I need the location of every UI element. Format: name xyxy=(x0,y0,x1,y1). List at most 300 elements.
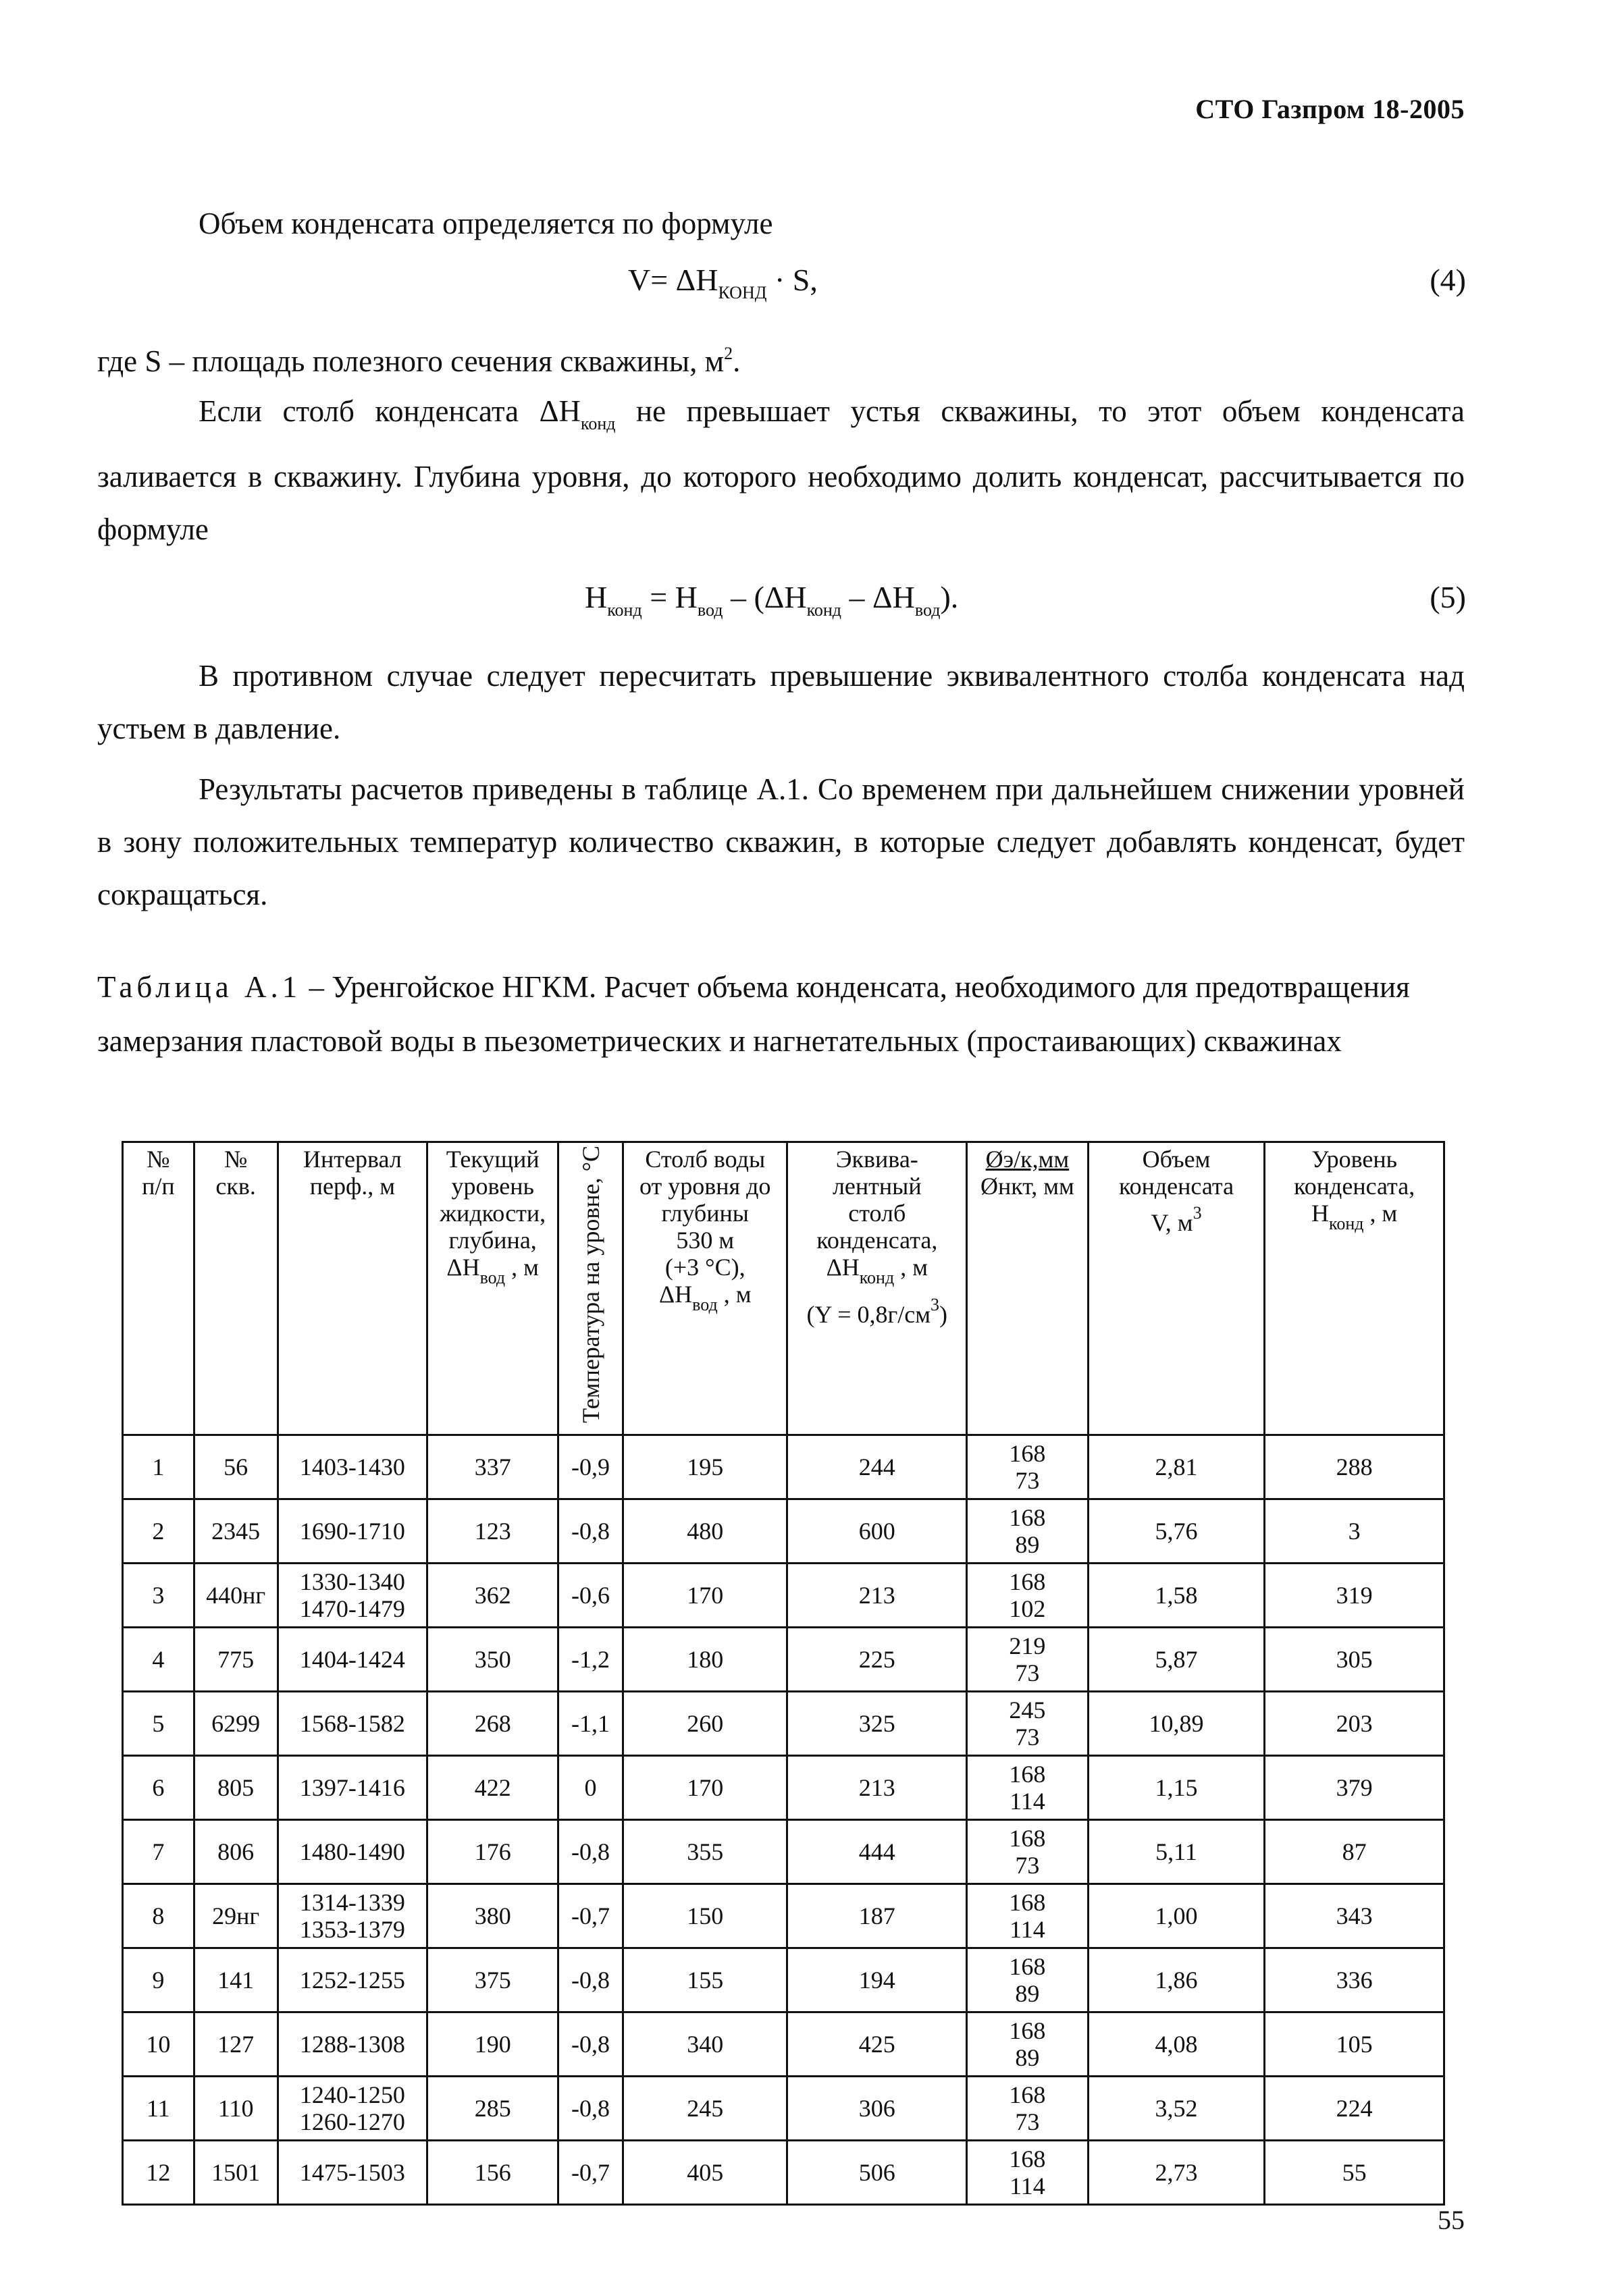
row-number-text: 10 xyxy=(146,2030,171,2058)
diameter-tubing: 73 xyxy=(1015,1466,1040,1494)
cell-row-number xyxy=(123,2012,194,2076)
cell-perforation-interval xyxy=(278,2012,427,2076)
h-c4e-line xyxy=(431,1254,554,1291)
cell-equivalent-column xyxy=(787,2012,967,2076)
cell-water-column xyxy=(623,1499,787,1563)
h-c2a: № xyxy=(224,1146,248,1173)
table-row xyxy=(123,1691,1444,1755)
cell-current-level xyxy=(427,1755,558,1819)
well-number-text: 127 xyxy=(217,2030,255,2058)
temperature-text: -0,6 xyxy=(571,1581,610,1609)
equivalent-column-text: 225 xyxy=(858,1645,895,1673)
well-number-text: 110 xyxy=(217,2094,254,2122)
cell-condensate-level xyxy=(1265,2140,1444,2204)
h-c7e-sub: конд xyxy=(859,1268,895,1287)
interval-line-1: 1397-1416 xyxy=(299,1773,405,1801)
cell-equivalent-column xyxy=(787,1499,967,1563)
cell-equivalent-column xyxy=(787,1691,967,1755)
cell-current-level xyxy=(427,1884,558,1948)
condensate-volume-text: 4,08 xyxy=(1155,2030,1198,2058)
cell-well-number xyxy=(194,2012,278,2076)
equivalent-column-text: 244 xyxy=(858,1453,895,1480)
cell-well-number xyxy=(194,1948,278,2012)
cell-row-number xyxy=(123,1627,194,1691)
condensate-volume-text: 1,00 xyxy=(1155,1902,1198,1929)
condensate-level-text: 3 xyxy=(1348,1517,1361,1545)
h-c7f-tail: ) xyxy=(939,1301,948,1328)
cell-perforation-interval xyxy=(278,1691,427,1755)
header-current-level xyxy=(427,1142,558,1435)
equation-number-4: (4) xyxy=(1430,263,1466,297)
cell-water-column xyxy=(623,1435,787,1499)
equivalent-column-text: 425 xyxy=(858,2030,895,2058)
h-c7e-line xyxy=(791,1254,963,1291)
cell-water-column xyxy=(623,2012,787,2076)
cell-row-number xyxy=(123,2140,194,2204)
cell-condensate-level xyxy=(1265,1627,1444,1691)
water-column-text: 170 xyxy=(687,1581,724,1609)
equation-number-5: (5) xyxy=(1430,580,1466,614)
diameter-casing: 168 xyxy=(1009,1824,1046,1852)
condensate-level-text: 379 xyxy=(1336,1773,1373,1801)
diameter-tubing: 73 xyxy=(1015,1723,1040,1751)
page-number: 55 xyxy=(1438,2205,1465,2235)
cell-equivalent-column xyxy=(787,2076,967,2140)
well-number-text: 805 xyxy=(217,1773,255,1801)
h-c7a: Эквива- xyxy=(835,1146,918,1173)
h-c1b: п/п xyxy=(142,1173,175,1200)
interval-line-1: 1314-1339 xyxy=(299,1888,405,1916)
h-c7d: конденсата, xyxy=(816,1227,938,1254)
current-level-text: 268 xyxy=(474,1709,511,1737)
equivalent-column-text: 194 xyxy=(858,1966,895,1994)
header-row-number xyxy=(123,1142,194,1435)
cell-diameters xyxy=(967,1884,1089,1948)
h-c7e: ΔH xyxy=(826,1254,860,1281)
p3-a: Если столб конденсата ΔH xyxy=(199,394,581,428)
p2-sup: 2 xyxy=(724,344,733,363)
cell-temperature xyxy=(558,1755,623,1819)
h-c4e: ΔH xyxy=(446,1254,480,1281)
paragraph-3 xyxy=(97,385,1465,556)
cell-diameters xyxy=(967,1627,1089,1691)
cell-diameters xyxy=(967,1948,1089,2012)
table-row xyxy=(123,2076,1444,2140)
h-c1a: № xyxy=(147,1146,170,1173)
diameter-tubing: 73 xyxy=(1015,1659,1040,1686)
diameter-casing: 219 xyxy=(1009,1632,1046,1659)
water-column-text: 480 xyxy=(687,1517,724,1545)
cell-temperature xyxy=(558,1435,623,1499)
cell-current-level xyxy=(427,1819,558,1884)
cell-row-number xyxy=(123,2076,194,2140)
condensate-volume-text: 2,81 xyxy=(1155,1453,1198,1480)
cell-condensate-level xyxy=(1265,1755,1444,1819)
diameter-casing: 168 xyxy=(1009,2017,1046,2044)
cell-equivalent-column xyxy=(787,1819,967,1884)
cell-condensate-level xyxy=(1265,1435,1444,1499)
temperature-text: -1,1 xyxy=(571,1709,610,1737)
equivalent-column-text: 325 xyxy=(858,1709,895,1737)
cell-current-level xyxy=(427,2076,558,2140)
cell-temperature xyxy=(558,2076,623,2140)
table-caption-label: Таблица А.1 xyxy=(97,970,302,1004)
p2-end: . xyxy=(733,344,741,378)
row-number-text: 12 xyxy=(146,2158,171,2186)
cell-diameters xyxy=(967,2012,1089,2076)
h-c7c: столб xyxy=(848,1200,906,1227)
cell-row-number xyxy=(123,1884,194,1948)
cell-temperature xyxy=(558,1627,623,1691)
cell-current-level xyxy=(427,1435,558,1499)
current-level-text: 176 xyxy=(474,1838,511,1865)
h-c9c-line xyxy=(1092,1200,1261,1236)
cell-equivalent-column xyxy=(787,1627,967,1691)
current-level-text: 285 xyxy=(474,2094,511,2122)
cell-perforation-interval xyxy=(278,2140,427,2204)
h-c10c-sub: конд xyxy=(1329,1214,1364,1233)
equivalent-column-text: 187 xyxy=(858,1902,895,1929)
well-number-text: 775 xyxy=(217,1645,255,1673)
temperature-text: -0,7 xyxy=(571,2158,610,2186)
well-number-text: 56 xyxy=(224,1453,248,1480)
interval-line-1: 1404-1424 xyxy=(299,1645,405,1673)
interval-line-1: 1330-1340 xyxy=(299,1568,405,1595)
h-c3a: Интервал xyxy=(303,1146,402,1173)
cell-current-level xyxy=(427,1499,558,1563)
condensate-volume-text: 1,86 xyxy=(1155,1966,1198,1994)
cell-well-number xyxy=(194,1563,278,1627)
table-caption xyxy=(97,960,1475,1068)
equivalent-column-text: 506 xyxy=(858,2158,895,2186)
water-column-text: 180 xyxy=(687,1645,724,1673)
condensate-level-text: 55 xyxy=(1342,2158,1367,2186)
condensate-level-text: 305 xyxy=(1336,1645,1373,1673)
cell-row-number xyxy=(123,1948,194,2012)
current-level-text: 362 xyxy=(474,1581,511,1609)
cell-diameters xyxy=(967,2076,1089,2140)
table-row xyxy=(123,1884,1444,1948)
interval-line-1: 1240-1250 xyxy=(299,2081,405,2108)
cell-well-number xyxy=(194,2076,278,2140)
row-number-text: 2 xyxy=(152,1517,165,1545)
cell-water-column xyxy=(623,1755,787,1819)
current-level-text: 123 xyxy=(474,1517,511,1545)
temperature-text: -0,8 xyxy=(571,2094,610,2122)
water-column-text: 245 xyxy=(687,2094,724,2122)
h-c4a: Текущий xyxy=(446,1146,540,1173)
h-c6f: ΔH xyxy=(658,1281,693,1308)
diameter-casing: 168 xyxy=(1009,1952,1046,1980)
cell-current-level xyxy=(427,1627,558,1691)
condensate-volume-text: 5,11 xyxy=(1155,1838,1197,1865)
cell-well-number xyxy=(194,1691,278,1755)
equivalent-column-text: 444 xyxy=(858,1838,895,1865)
h-c3b: перф., м xyxy=(309,1173,396,1200)
cell-well-number xyxy=(194,1755,278,1819)
cell-current-level xyxy=(427,2012,558,2076)
current-level-text: 375 xyxy=(474,1966,511,1994)
cell-condensate-volume xyxy=(1088,1627,1265,1691)
temperature-text: 0 xyxy=(584,1773,597,1801)
cell-equivalent-column xyxy=(787,1755,967,1819)
header-condensate-volume xyxy=(1088,1142,1265,1435)
row-number-text: 7 xyxy=(152,1838,165,1865)
cell-condensate-level xyxy=(1265,1563,1444,1627)
cell-temperature xyxy=(558,1884,623,1948)
paragraph-1: Объем конденсата определяется по формуле xyxy=(199,207,773,240)
header-perforation-interval xyxy=(278,1142,427,1435)
header-condensate-level xyxy=(1265,1142,1444,1435)
diameter-tubing: 114 xyxy=(1010,1787,1045,1815)
condensate-level-text: 87 xyxy=(1342,1838,1367,1865)
diameter-tubing: 73 xyxy=(1015,2108,1040,2135)
f5-sub-kond: конд xyxy=(607,600,642,620)
cell-perforation-interval xyxy=(278,1499,427,1563)
cell-perforation-interval xyxy=(278,1884,427,1948)
condensate-level-text: 343 xyxy=(1336,1902,1373,1929)
cell-row-number xyxy=(123,1499,194,1563)
diameter-casing: 168 xyxy=(1009,1568,1046,1595)
h-c7f-sup: 3 xyxy=(931,1295,940,1314)
water-column-text: 355 xyxy=(687,1838,724,1865)
condensate-level-text: 203 xyxy=(1336,1709,1373,1737)
cell-condensate-level xyxy=(1265,1691,1444,1755)
cell-condensate-volume xyxy=(1088,1755,1265,1819)
table-row xyxy=(123,1435,1444,1499)
cell-water-column xyxy=(623,1819,787,1884)
current-level-text: 422 xyxy=(474,1773,511,1801)
well-number-text: 141 xyxy=(217,1966,255,1994)
f5-sub-vod: вод xyxy=(697,600,723,620)
condensate-volume-text: 1,15 xyxy=(1155,1773,1198,1801)
diameter-casing: 168 xyxy=(1009,1888,1046,1916)
current-level-text: 190 xyxy=(474,2030,511,2058)
data-table xyxy=(122,1141,1445,2206)
diameter-casing: 168 xyxy=(1009,2081,1046,2108)
h-c10c-tail: , м xyxy=(1363,1200,1398,1227)
cell-water-column xyxy=(623,2076,787,2140)
cell-condensate-level xyxy=(1265,2076,1444,2140)
cell-water-column xyxy=(623,1691,787,1755)
p3-sub: конд xyxy=(581,414,616,433)
cell-temperature xyxy=(558,1499,623,1563)
cell-temperature xyxy=(558,1563,623,1627)
h-c9c: V, м xyxy=(1151,1209,1193,1236)
f5-sub-vod-2: вод xyxy=(914,600,941,620)
cell-water-column xyxy=(623,1884,787,1948)
row-number-text: 9 xyxy=(152,1966,165,1994)
cell-perforation-interval xyxy=(278,2076,427,2140)
well-number-text: 6299 xyxy=(211,1709,261,1737)
interval-line-2: 1353-1379 xyxy=(299,1915,405,1943)
well-number-text: 806 xyxy=(217,1838,255,1865)
h-c7f: (Y = 0,8г/см xyxy=(806,1301,931,1328)
cell-condensate-level xyxy=(1265,1948,1444,2012)
h-c6f-sub: вод xyxy=(692,1295,718,1314)
current-level-text: 350 xyxy=(474,1645,511,1673)
well-number-text: 29нг xyxy=(212,1902,260,1929)
current-level-text: 380 xyxy=(474,1902,511,1929)
cell-well-number xyxy=(194,1819,278,1884)
row-number-text: 6 xyxy=(152,1773,165,1801)
well-number-text: 440нг xyxy=(206,1581,266,1609)
cell-condensate-volume xyxy=(1088,2012,1265,2076)
cell-perforation-interval xyxy=(278,1948,427,2012)
row-number-text: 3 xyxy=(152,1581,165,1609)
h-c6e: (+3 °С), xyxy=(664,1254,745,1281)
h-c10c-line xyxy=(1268,1200,1440,1237)
cell-condensate-level xyxy=(1265,1884,1444,1948)
h-c2b: скв. xyxy=(215,1173,256,1200)
interval-line-1: 1480-1490 xyxy=(299,1838,405,1865)
f5-mid: – (ΔH xyxy=(723,580,807,614)
row-number-text: 8 xyxy=(152,1902,165,1929)
cell-row-number xyxy=(123,1691,194,1755)
water-column-text: 155 xyxy=(687,1966,724,1994)
cell-diameters xyxy=(967,2140,1089,2204)
cell-well-number xyxy=(194,1435,278,1499)
h-c6c: глубины xyxy=(661,1200,749,1227)
cell-water-column xyxy=(623,1563,787,1627)
cell-condensate-volume xyxy=(1088,1563,1265,1627)
f5-sub-kond-2: конд xyxy=(806,600,842,620)
cell-equivalent-column xyxy=(787,1948,967,2012)
water-column-text: 170 xyxy=(687,1773,724,1801)
condensate-volume-text: 5,76 xyxy=(1155,1517,1198,1545)
f5-h: H xyxy=(585,580,608,614)
table-body xyxy=(123,1435,1444,2204)
diameter-tubing: 89 xyxy=(1015,1530,1040,1558)
cell-condensate-volume xyxy=(1088,1691,1265,1755)
formula-4-main: V= ΔH xyxy=(628,263,718,297)
interval-line-1: 1288-1308 xyxy=(299,2030,405,2058)
formula-4-sub: КОНД xyxy=(718,283,767,302)
cell-water-column xyxy=(623,1627,787,1691)
interval-line-2: 1260-1270 xyxy=(299,2108,405,2135)
h-c9b: конденсата xyxy=(1118,1173,1234,1200)
paragraph-4: В противном случае следует пересчитать превышение эквивалентного столба конденсата над устьем в давление. xyxy=(97,659,1465,745)
h-c4c: жидкости, xyxy=(440,1200,546,1227)
water-column-text: 260 xyxy=(687,1709,724,1737)
cell-condensate-volume xyxy=(1088,1819,1265,1884)
cell-well-number xyxy=(194,1499,278,1563)
h-c4d: глубина, xyxy=(448,1227,537,1254)
current-level-text: 156 xyxy=(474,2158,511,2186)
row-number-text: 5 xyxy=(152,1709,165,1737)
condensate-volume-text: 2,73 xyxy=(1155,2158,1198,2186)
formula-5 xyxy=(585,579,958,620)
cell-perforation-interval xyxy=(278,1435,427,1499)
cell-perforation-interval xyxy=(278,1819,427,1884)
cell-temperature xyxy=(558,1948,623,2012)
h-c9a: Объем xyxy=(1142,1146,1211,1173)
table-row xyxy=(123,1627,1444,1691)
cell-water-column xyxy=(623,1948,787,2012)
h-c7f-line xyxy=(791,1291,963,1328)
condensate-level-text: 288 xyxy=(1336,1453,1373,1480)
cell-diameters xyxy=(967,1691,1089,1755)
document-header: СТО Газпром 18-2005 xyxy=(1195,94,1465,124)
formula-4 xyxy=(628,262,818,303)
equivalent-column-text: 306 xyxy=(858,2094,895,2122)
condensate-level-text: 319 xyxy=(1336,1581,1373,1609)
table-row xyxy=(123,1819,1444,1884)
header-temperature xyxy=(558,1142,623,1435)
p2-text: где S – площадь полезного сечения скважины, м xyxy=(97,344,725,378)
diameter-casing: 168 xyxy=(1009,1760,1046,1788)
cell-diameters xyxy=(967,1435,1089,1499)
temperature-text: -0,9 xyxy=(571,1453,610,1480)
water-column-text: 150 xyxy=(687,1902,724,1929)
condensate-level-text: 224 xyxy=(1336,2094,1373,2122)
h-c10c: H xyxy=(1311,1200,1330,1227)
condensate-volume-text: 3,52 xyxy=(1155,2094,1198,2122)
diameter-casing: 168 xyxy=(1009,1439,1046,1467)
cell-current-level xyxy=(427,1691,558,1755)
row-number-text: 11 xyxy=(147,2094,170,2122)
cell-well-number xyxy=(194,2140,278,2204)
h-c4e-tail: , м xyxy=(505,1254,539,1281)
diameter-tubing: 73 xyxy=(1015,1851,1040,1879)
cell-condensate-volume xyxy=(1088,2140,1265,2204)
header-well-number xyxy=(194,1142,278,1435)
table-header-row xyxy=(123,1142,1444,1435)
cell-diameters xyxy=(967,1563,1089,1627)
cell-condensate-level xyxy=(1265,1499,1444,1563)
well-number-text: 1501 xyxy=(211,2158,261,2186)
cell-equivalent-column xyxy=(787,1435,967,1499)
cell-current-level xyxy=(427,1948,558,2012)
cell-row-number xyxy=(123,1755,194,1819)
temperature-text: -1,2 xyxy=(571,1645,610,1673)
water-column-text: 340 xyxy=(687,2030,724,2058)
cell-perforation-interval xyxy=(278,1563,427,1627)
cell-current-level xyxy=(427,2140,558,2204)
temperature-text: -0,8 xyxy=(571,2030,610,2058)
cell-diameters xyxy=(967,1499,1089,1563)
cell-temperature xyxy=(558,1691,623,1755)
cell-perforation-interval xyxy=(278,1627,427,1691)
table-row xyxy=(123,1755,1444,1819)
cell-condensate-level xyxy=(1265,2012,1444,2076)
h-c5: Температура на уровне, °С xyxy=(577,1146,604,1423)
interval-line-1: 1690-1710 xyxy=(299,1517,405,1545)
interval-line-1: 1252-1255 xyxy=(299,1966,405,1994)
interval-line-2: 1470-1479 xyxy=(299,1595,405,1622)
diameter-tubing: 89 xyxy=(1015,2044,1040,2071)
cell-temperature xyxy=(558,2012,623,2076)
temperature-text: -0,8 xyxy=(571,1966,610,1994)
paragraph-2 xyxy=(97,327,1465,388)
h-c6d: 530 м xyxy=(676,1227,735,1254)
p3-b: не превышает устья скважины, то этот объем конденсата заливается в скважину. Глубина уровня, до которого необходимо долить конденсат, рассчитывается по формуле xyxy=(97,394,1465,546)
row-number-text: 4 xyxy=(152,1645,165,1673)
condensate-level-text: 336 xyxy=(1336,1966,1373,1994)
h-c6f-line xyxy=(627,1281,784,1318)
table-caption-text: – Уренгойское НГКМ. Расчет объема конденсата, необходимого для предотвращения замерзания пластовой воды в пьезометрических и нагнетательных (простаивающих) скважинах xyxy=(97,970,1410,1058)
water-column-text: 405 xyxy=(687,2158,724,2186)
h-c10b: конденсата, xyxy=(1294,1173,1415,1200)
diameter-casing: 168 xyxy=(1009,2145,1046,2172)
well-number-text: 2345 xyxy=(211,1517,261,1545)
header-diameters xyxy=(967,1142,1089,1435)
cell-water-column xyxy=(623,2140,787,2204)
cell-temperature xyxy=(558,2140,623,2204)
cell-temperature xyxy=(558,1819,623,1884)
condensate-volume-text: 5,87 xyxy=(1155,1645,1198,1673)
diameter-casing: 245 xyxy=(1009,1696,1046,1724)
